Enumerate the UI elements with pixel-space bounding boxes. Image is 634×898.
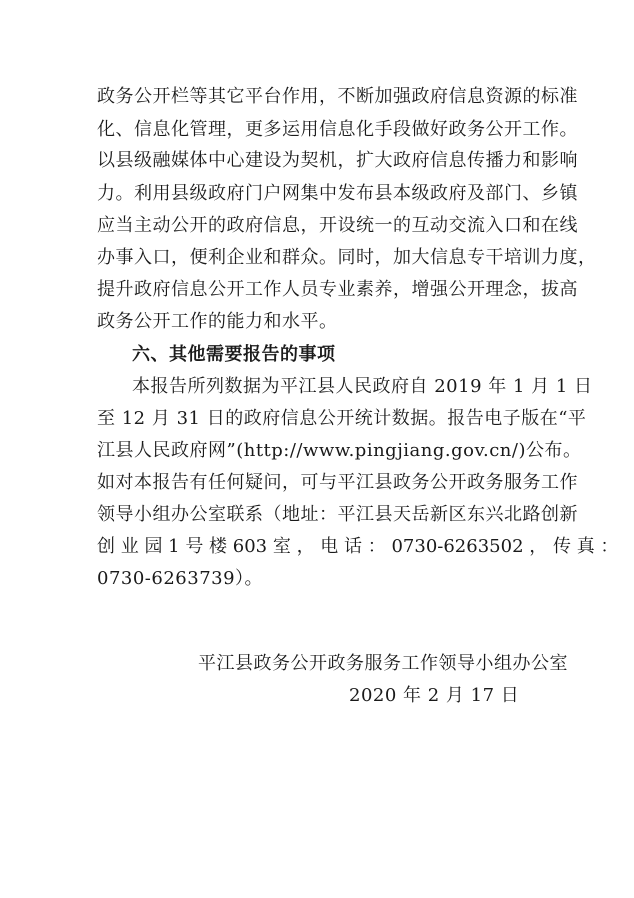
paragraph-line: 政务公开栏等其它平台作用，不断加强政府信息资源的标准: [97, 86, 578, 107]
paragraph-line: 力。利用县级政府门户网集中发布县本级政府及部门、乡镇: [97, 183, 578, 204]
paragraph-line: 本报告所列数据为平江县人民政府自 2019 年 1 月 1 日: [132, 376, 593, 397]
paragraph-line: 以县级融媒体中心建设为契机，扩大政府信息传播力和影响: [97, 150, 578, 171]
paragraph-line: 应当主动公开的政府信息，开设统一的互动交流入口和在线: [97, 215, 578, 236]
section-heading: 六、其他需要报告的事项: [132, 344, 336, 365]
paragraph-line: 办事入口，便利企业和群众。同时，加大信息专干培训力度，: [97, 247, 597, 268]
paragraph-line: 至 12 月 31 日的政府信息公开统计数据。报告电子版在“平: [97, 408, 587, 429]
paragraph-line: 领导小组办公室联系（地址：平江县天岳新区东兴北路创新: [97, 504, 578, 525]
paragraph-line: 提升政府信息公开工作人员专业素养，增强公开理念，拔高: [97, 279, 578, 300]
paragraph-line: 如对本报告有任何疑问，可与平江县政务公开政务服务工作: [97, 472, 578, 493]
paragraph-line: 化、信息化管理，更多运用信息化手段做好政务公开工作。: [97, 119, 578, 140]
paragraph-line: 创 业 园 1 号 楼 603 室 ， 电 话 ： 0730-6263502 ， 传 真 ：: [97, 536, 619, 557]
paragraph-line: 江县人民政府网”(http://www.pingjiang.gov.cn/)公布。: [97, 440, 582, 461]
paragraph-line: 政务公开工作的能力和水平。: [97, 311, 338, 332]
signature-org: 平江县政务公开政务服务工作领导小组办公室: [198, 653, 568, 674]
paragraph-line: 0730-6263739）。: [97, 568, 264, 589]
signature-date: 2020 年 2 月 17 日: [349, 685, 520, 706]
